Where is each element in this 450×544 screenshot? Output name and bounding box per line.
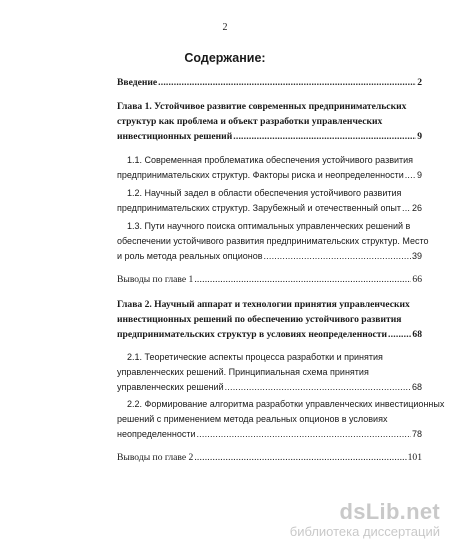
dot-leader — [194, 272, 411, 287]
toc-entry-title: предпринимательских структур. Факторы риска и неопределенности — [117, 170, 404, 181]
toc-entry-line — [117, 75, 422, 90]
toc-entry-line: 1.1. Современная проблематика обеспечения устойчивого развития — [127, 155, 414, 165]
toc-entry-title: Выводы по главе 1 — [117, 274, 194, 285]
toc-entry-introduction[interactable] — [117, 75, 422, 90]
toc-entry-line — [117, 427, 422, 442]
toc-entry-line: 2.1. Теоретические аспекты процесса разработки и принятия — [127, 352, 383, 362]
dot-leader — [196, 427, 411, 442]
toc-entry-title: управленческих решений — [117, 382, 224, 393]
toc-entry-title: инвестиционных решений — [117, 131, 233, 143]
toc-entry-page: 101 — [407, 452, 422, 463]
toc-entry-line — [117, 380, 422, 395]
dot-leader — [263, 249, 411, 264]
toc-entry-conclusions-1[interactable] — [117, 272, 422, 287]
toc-entry-page: 68 — [411, 382, 422, 393]
toc-entry-page: 2 — [417, 77, 422, 88]
toc-title: Содержание: — [184, 51, 266, 65]
toc-entry-line: инвестиционных решений по обеспечению устойчивого развития — [117, 314, 402, 326]
toc-entry-line — [117, 272, 422, 287]
toc-entry-line: Глава 1. Устойчивое развитие современных предпринимательских — [117, 101, 407, 112]
toc-entry-page: 9 — [417, 131, 422, 143]
toc-entry-section-1-3[interactable] — [117, 219, 429, 265]
toc-entry-title: неопределенности — [117, 429, 196, 440]
toc-entry-line: структур как проблема и объект разработки управленческих — [117, 116, 383, 128]
toc-entry-page: 26 — [411, 203, 422, 214]
toc-entry-conclusions-2[interactable] — [117, 450, 422, 465]
watermark-subtitle: библиотека диссертаций — [289, 524, 440, 539]
toc-entry-chapter-1[interactable] — [117, 99, 422, 145]
toc-entry-page: 78 — [411, 429, 422, 440]
toc-entry-section-1-2[interactable] — [117, 186, 422, 216]
toc-entry-section-2-1[interactable] — [117, 350, 422, 396]
dot-leader — [194, 450, 406, 465]
toc-entry-section-1-1[interactable] — [117, 153, 422, 183]
toc-entry-page: 39 — [411, 251, 422, 262]
toc-entry-title: предпринимательских структур. Зарубежный и отечественный опыт — [117, 203, 402, 214]
toc-entry-section-2-2[interactable] — [117, 397, 445, 443]
toc-entry-title: предпринимательских структур в условиях неопределенности — [117, 329, 388, 341]
toc-entry-line — [117, 129, 422, 144]
page-number: 2 — [222, 22, 228, 33]
toc-entry-line — [117, 201, 422, 216]
toc-entry-line — [117, 450, 422, 465]
toc-entry-line: обеспечении устойчивого развития предпринимательских структур. Место — [117, 236, 429, 247]
dot-leader — [402, 201, 411, 216]
toc-entry-title: Выводы по главе 2 — [117, 452, 194, 463]
toc-entry-line: 1.2. Научный задел в области обеспечения устойчивого развития — [127, 188, 402, 198]
toc-entry-line — [117, 249, 422, 264]
dot-leader — [405, 168, 416, 183]
toc-entry-line: 2.2. Формирование алгоритма разработки управленческих инвестиционных — [127, 399, 445, 409]
watermark-logo: dsLib.net — [339, 499, 440, 524]
toc-entry-page: 68 — [412, 329, 422, 341]
toc-entry-title: и роль метода реальных опционов — [117, 251, 263, 262]
dot-leader — [388, 327, 411, 342]
toc-entry-page: 9 — [416, 170, 422, 181]
toc-entry-page: 66 — [412, 274, 422, 285]
toc-entry-title: Введение — [117, 77, 158, 88]
toc-entry-line: 1.3. Пути научного поиска оптимальных управленческих решений в — [127, 221, 411, 231]
toc-entry-line: решений с применением метода реальных опционов в условиях — [117, 414, 388, 425]
dot-leader — [233, 129, 416, 144]
toc-entry-chapter-2[interactable] — [117, 297, 422, 343]
toc-entry-line — [117, 168, 422, 183]
watermark — [290, 500, 440, 539]
toc-entry-line: управленческих решений. Принципиальная схема принятия — [117, 367, 369, 378]
toc-entry-line — [117, 327, 422, 342]
dot-leader — [158, 75, 416, 90]
dot-leader — [225, 380, 411, 395]
toc-entry-line: Глава 2. Научный аппарат и технологии принятия управленческих — [117, 299, 410, 310]
